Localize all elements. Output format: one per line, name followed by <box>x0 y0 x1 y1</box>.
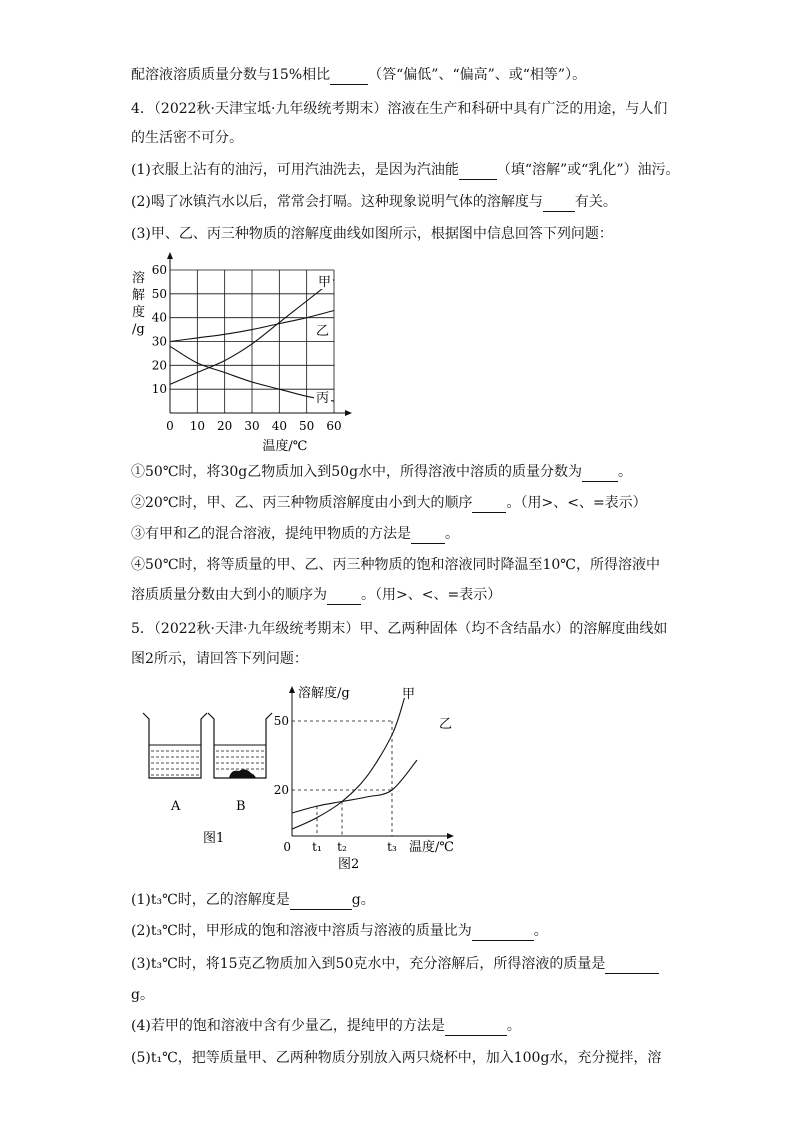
series-label-乙: 乙 <box>439 717 453 732</box>
y-axis-label: 度 <box>132 305 146 320</box>
text: 有关。 <box>574 194 617 210</box>
y-tick-label: 30 <box>151 334 167 349</box>
undissolved-solid <box>229 769 256 778</box>
x-tick-label: 20 <box>217 419 233 433</box>
text: ②20℃时，甲、乙、丙三种物质溶解度由小到大的顺序 <box>131 495 473 511</box>
question-4-heading-cont <box>131 128 243 148</box>
question-4-part-3 <box>131 224 613 244</box>
text: 。（用>、<、=表示） <box>506 495 647 511</box>
question-5-part-3 <box>131 954 659 974</box>
question-5-part-3-cont <box>131 985 154 1005</box>
question-4-sub-4 <box>131 555 660 575</box>
question-4-sub-3 <box>131 524 459 544</box>
answer-blank[interactable] <box>582 465 618 482</box>
x-tick-label: 40 <box>271 419 287 433</box>
beaker-b-label: B <box>236 799 246 814</box>
x-tick-label: 30 <box>244 419 260 433</box>
text: ③有甲和乙的混合溶液，提纯甲物质的方法是 <box>131 526 411 542</box>
text: 图2所示，请回答下列问题： <box>131 651 308 667</box>
text: ①50℃时，将30g乙物质加入到50g水中，所得溶液中溶质的质量分数为 <box>131 464 583 480</box>
y-tick-label: 60 <box>151 263 167 277</box>
text: 配溶液溶质质量分数与15%相比 <box>131 67 331 83</box>
text: 溶质质量分数由大到小的顺序为 <box>131 587 327 603</box>
series-label-丙: 丙 <box>316 391 330 406</box>
question-5-heading <box>131 619 667 639</box>
y-axis-label: 溶解度/g <box>298 686 350 701</box>
text: (5)t₁℃，把等质量甲、乙两种物质分别放入两只烧杯中，加入100g水，充分搅拌，溶 <box>131 1050 662 1066</box>
text: （填“溶解”或“乳化”）油污。 <box>496 162 680 178</box>
y-axis-arrow <box>289 686 295 693</box>
y-tick-label: 20 <box>273 783 289 797</box>
solubility-chart-1 <box>128 250 368 460</box>
y-tick-label: 50 <box>273 714 289 728</box>
question-4-sub-1 <box>131 462 632 482</box>
x-tick-label: t₃ <box>387 840 397 854</box>
x-tick-label: 60 <box>326 419 342 433</box>
question-4-part-1 <box>131 160 679 180</box>
chart2-plot <box>274 685 454 872</box>
question-5-part-4 <box>131 1016 521 1036</box>
figure-2-caption: 图2 <box>338 857 360 872</box>
answer-blank[interactable] <box>605 957 659 974</box>
x-axis-arrow <box>447 833 454 839</box>
x-tick-label: 50 <box>299 419 315 433</box>
text: （答“偏低”、“偏高”、或“相等”）。 <box>368 67 587 83</box>
solubility-chart-2 <box>272 680 472 876</box>
series-curve-甲 <box>292 698 405 829</box>
x-axis-label: 温度/℃ <box>262 439 308 454</box>
y-tick-label: 20 <box>151 358 167 373</box>
answer-blank[interactable] <box>327 588 361 605</box>
series-label-甲: 甲 <box>402 687 416 702</box>
y-tick-label: 10 <box>151 382 167 397</box>
text: 。 <box>445 526 459 542</box>
beaker-b <box>208 713 272 778</box>
chart1-plot <box>132 252 352 454</box>
text: ④50℃时，将等质量的甲、乙、丙三种物质的饱和溶液同时降温至10℃，所得溶液中 <box>131 557 660 573</box>
y-axis-label: 溶 <box>132 271 146 286</box>
text: (3)t₃℃时，将15克乙物质加入到50克水中，充分溶解后，所得溶液的质量是 <box>131 956 606 972</box>
text: (2)喝了冰镇汽水以后，常常会打嗝。这种现象说明气体的溶解度与 <box>131 194 543 210</box>
x-tick-label: t₁ <box>312 840 322 854</box>
text: (3)甲、乙、丙三种物质的溶解度曲线如图所示，根据图中信息回答下列问题： <box>131 226 613 242</box>
figure-1-beakers <box>135 705 285 855</box>
x-axis-arrow <box>345 410 352 416</box>
x-tick-label: 0 <box>166 419 174 433</box>
y-tick-label: 50 <box>151 286 167 301</box>
answer-blank[interactable] <box>445 1019 507 1036</box>
answer-blank[interactable] <box>459 163 497 180</box>
text-line-1 <box>131 65 586 85</box>
answer-blank[interactable] <box>330 68 368 85</box>
text: 的生活密不可分。 <box>131 130 243 146</box>
answer-blank[interactable] <box>290 893 352 910</box>
text: 。 <box>533 923 548 939</box>
question-5-part-2 <box>131 921 548 941</box>
question-5-part-5 <box>131 1048 661 1068</box>
question-4-sub-2 <box>131 493 647 513</box>
question-4-sub-4-cont <box>131 585 501 605</box>
text: (1)衣服上沾有的油污，可用汽油洗去，是因为汽油能 <box>131 162 459 178</box>
text: (2)t₃℃时，甲形成的饱和溶液中溶质与溶液的质量比为 <box>131 923 472 939</box>
x-tick-label: t₂ <box>337 840 347 854</box>
text: 。（用>、<、=表示） <box>361 587 502 603</box>
answer-blank[interactable] <box>543 195 575 212</box>
y-axis-arrow <box>167 252 173 259</box>
answer-blank[interactable] <box>411 527 445 544</box>
series-curve-乙 <box>292 760 417 813</box>
y-tick-label: 40 <box>151 310 167 325</box>
answer-blank[interactable] <box>472 496 506 513</box>
text: (4)若甲的饱和溶液中含有少量乙，提纯甲的方法是 <box>131 1018 445 1034</box>
series-label-乙: 乙 <box>316 324 330 339</box>
question-5-heading-cont <box>131 649 308 669</box>
origin-label: 0 <box>283 840 291 854</box>
question-4-part-2 <box>131 192 617 212</box>
series-label-甲: 甲 <box>318 275 332 290</box>
question-5-part-1 <box>131 890 375 910</box>
text: g。 <box>351 892 375 908</box>
x-axis-label: 温度/℃ <box>409 840 454 855</box>
beaker-a-label: A <box>171 799 181 814</box>
y-axis-label: /g <box>132 322 145 337</box>
text: (1)t₃℃时，乙的溶解度是 <box>131 892 290 908</box>
x-tick-label: 10 <box>189 419 205 433</box>
text: 5．（2022秋·天津·九年级统考期末）甲、乙两种固体（均不含结晶水）的溶解度曲线如 <box>131 621 668 637</box>
text: 4．（2022秋·天津宝坻·九年级统考期末）溶液在生产和科研中具有广泛的用途，与人们 <box>131 101 668 117</box>
y-axis-label: 解 <box>132 288 146 303</box>
text: 。 <box>618 464 633 480</box>
question-4-heading <box>131 99 667 119</box>
beaker-a <box>143 713 207 778</box>
figure-1-caption: 图1 <box>203 831 225 846</box>
text: g。 <box>131 987 154 1003</box>
text: 。 <box>506 1018 521 1034</box>
answer-blank[interactable] <box>472 924 534 941</box>
